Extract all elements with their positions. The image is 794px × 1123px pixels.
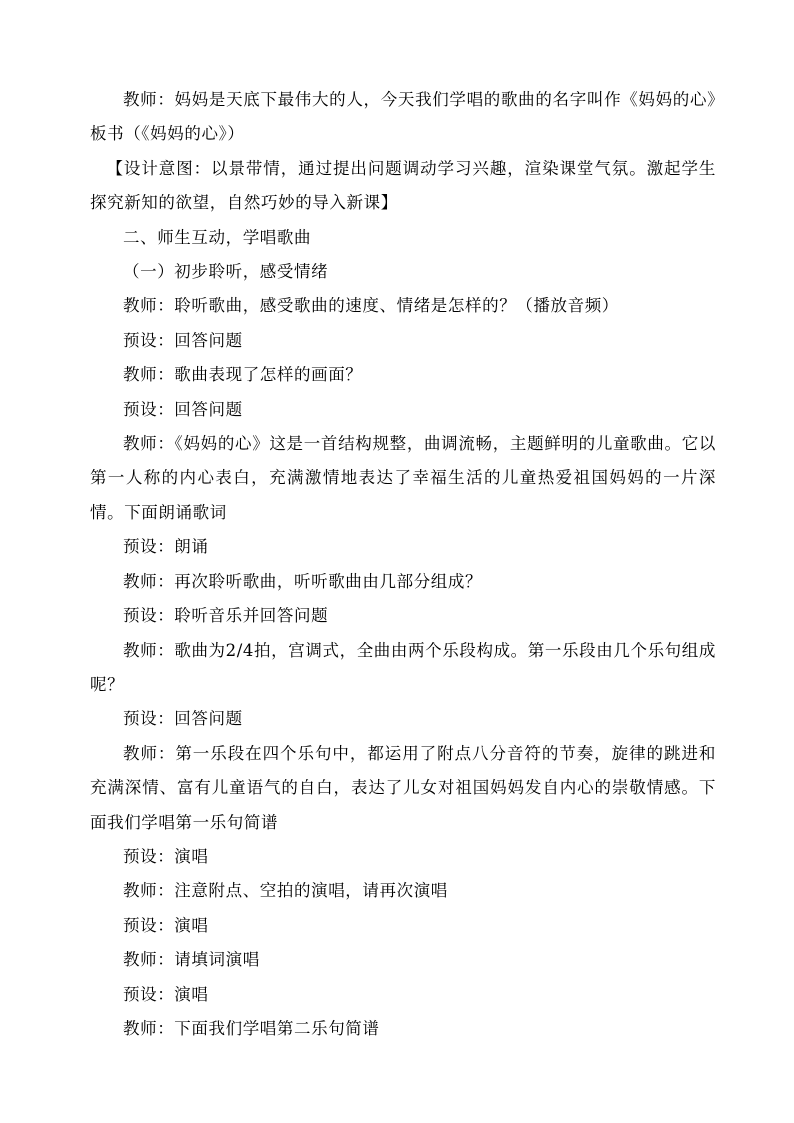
paragraph-preset: 预设：回答问题 [123,709,243,729]
paragraph-design-intent: 【设计意图：以景带情，通过提出问题调动学习兴趣，渲染课堂气氛。激起学生探究新知的欲望，自然巧妙的导入新课】 [90,158,716,213]
paragraph-teacher: 教师：注意附点、空拍的演唱，请再次演唱 [123,881,448,901]
paragraph-preset: 预设：朗诵 [123,537,209,557]
paragraph-preset: 预设：演唱 [123,984,209,1004]
section-heading: 二、师生互动，学唱歌曲 [123,227,312,247]
paragraph-teacher: 教师：聆听歌曲，感受歌曲的速度、情绪是怎样的？（播放音频） [123,296,619,316]
paragraph-teacher: 教师：请填词演唱 [123,950,260,970]
paragraph-teacher: 教师：第一乐段在四个乐句中，都运用了附点八分音符的节奏，旋律的跳进和充满深情、富有儿童语气的自白，表达了儿女对祖国妈妈发自内心的崇敬情感。下面我们学唱第一乐句简谱 [90,743,716,832]
paragraph-preset: 预设：演唱 [123,915,209,935]
paragraph-teacher: 教师：再次聆听歌曲，听听歌曲由几部分组成？ [123,571,483,591]
paragraph-teacher: 教师：歌曲为2/4拍，宫调式，全曲由两个乐段构成。第一乐段由几个乐句组成呢？ [90,640,716,694]
paragraph-preset: 预设：回答问题 [123,399,243,419]
paragraph-preset: 预设：聆听音乐并回答问题 [123,606,329,626]
paragraph-preset: 预设：回答问题 [123,330,243,350]
paragraph-teacher: 教师：《妈妈的心》这是一首结构规整，曲调流畅，主题鲜明的儿童歌曲。它以第一人称的内心表白，充满激情地表达了幸福生活的儿童热爱祖国妈妈的一片深情。下面朗诵歌词 [90,434,716,522]
paragraph-teacher: 教师：下面我们学唱第二乐句简谱 [123,1018,380,1038]
paragraph-preset: 预设：演唱 [123,846,209,866]
paragraph-teacher: 教师：歌曲表现了怎样的画面？ [123,365,363,385]
document-page [90,83,716,1046]
paragraph-teacher-intro: 教师：妈妈是天底下最伟大的人，今天我们学唱的歌曲的名字叫作《妈妈的心》板书（《妈妈的心》） [90,90,716,144]
subsection-heading: （一）初步聆听，感受情绪 [123,262,329,282]
